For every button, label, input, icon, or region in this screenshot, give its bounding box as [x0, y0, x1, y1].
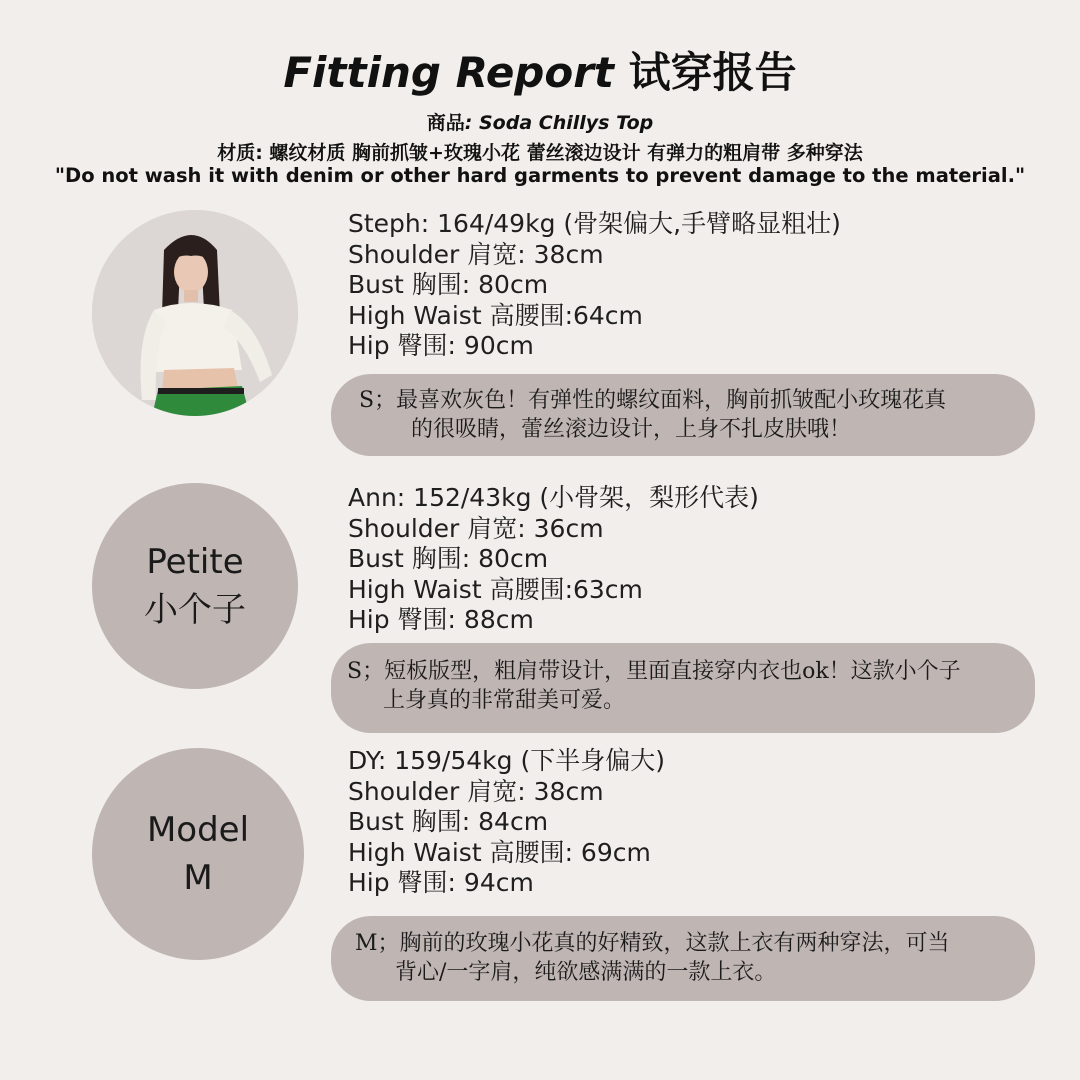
- stat-high-waist: High Waist 高腰围:64cm: [348, 300, 643, 330]
- care-note: "Do not wash it with denim or other hard garments to prevent damage to the material.": [54, 164, 1026, 187]
- stat-shoulder: Shoulder 肩宽: 38cm: [348, 239, 604, 269]
- comment-line: 背心/一字肩，纯欲感满满的一款上衣。: [395, 960, 777, 985]
- model-stats-ann: [348, 483, 1048, 636]
- model-comment-dy: [331, 916, 1035, 1001]
- title-chinese: 试穿报告: [628, 48, 797, 97]
- comment-line: 上身真的非常甜美可爱。: [383, 688, 626, 713]
- size-badge-model-m: [92, 748, 304, 960]
- model-comment-ann: [331, 643, 1035, 733]
- stat-shoulder: Shoulder 肩宽: 38cm: [348, 776, 604, 806]
- badge-line: M: [183, 858, 213, 898]
- material-line: 材质: 螺纹材质 胸前抓皱+玫瑰小花 蕾丝滚边设计 有弹力的粗肩带 多种穿法: [217, 142, 863, 164]
- stat-bust: Bust 胸围: 84cm: [348, 807, 549, 836]
- model-photo-illustration: [92, 210, 298, 416]
- model-photo-steph: [92, 210, 298, 416]
- product-name: : Soda Chillys Top: [464, 112, 654, 134]
- product-line: [0, 108, 1080, 135]
- size-badge-petite: [92, 483, 298, 689]
- comment-line: S；短板版型，粗肩带设计，里面直接穿内衣也ok！这款小个子: [347, 659, 961, 684]
- stat-hip: Hip 臀围: 90cm: [348, 331, 534, 360]
- stat-high-waist: High Waist 高腰围: 69cm: [348, 837, 651, 867]
- comment-line: M；胸前的玫瑰小花真的好精致，这款上衣有两种穿法，可当: [355, 931, 950, 956]
- stat-shoulder: Shoulder 肩宽: 36cm: [348, 513, 604, 543]
- badge-line: Petite: [146, 542, 244, 582]
- badge-line: 小个子: [144, 590, 246, 630]
- model-comment-steph: [331, 374, 1035, 456]
- badge-line: Model: [146, 810, 250, 850]
- stat-name-size: Steph: 164/49kg (骨架偏大,手臂略显粗壮): [348, 209, 841, 238]
- model-stats-steph: [348, 209, 1048, 362]
- stat-hip: Hip 臀围: 94cm: [348, 868, 534, 897]
- stat-high-waist: High Waist 高腰围:63cm: [348, 574, 643, 604]
- comment-line: 的很吸睛，蕾丝滚边设计，上身不扎皮肤哦！: [411, 417, 852, 442]
- comment-line: S；最喜欢灰色！有弹性的螺纹面料，胸前抓皱配小玫瑰花真: [359, 388, 947, 413]
- stat-bust: Bust 胸围: 80cm: [348, 544, 549, 573]
- stat-bust: Bust 胸围: 80cm: [348, 270, 549, 299]
- stat-name-size: DY: 159/54kg (下半身偏大): [348, 746, 665, 775]
- page-title: [0, 40, 1080, 100]
- product-label: 商品: [426, 112, 465, 134]
- stat-hip: Hip 臀围: 88cm: [348, 605, 534, 634]
- model-stats-dy: [348, 746, 1048, 899]
- title-english: Fitting Report: [283, 48, 615, 97]
- stat-name-size: Ann: 152/43kg (小骨架，梨形代表): [348, 483, 759, 512]
